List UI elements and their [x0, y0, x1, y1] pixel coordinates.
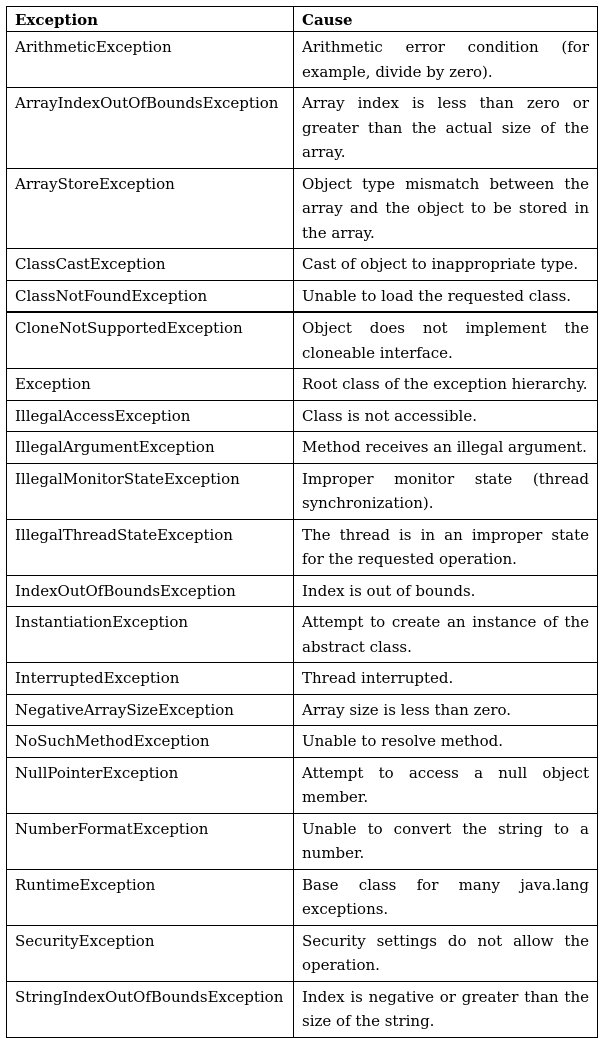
table-row: [7, 400, 598, 432]
exception-name: ArrayIndexOutOfBoundsException: [7, 88, 294, 169]
header-cause: Cause: [294, 7, 598, 32]
exception-name: ArrayStoreException: [7, 168, 294, 249]
table-row: [7, 757, 598, 813]
table-row: [7, 607, 598, 663]
exception-cause: Security settings do not allow the operation.: [294, 925, 598, 981]
table-row: [7, 168, 598, 249]
table-row: [7, 32, 598, 88]
exception-name: ClassCastException: [7, 249, 294, 281]
exception-name: IllegalThreadStateException: [7, 519, 294, 575]
exception-cause: Unable to resolve method.: [294, 726, 598, 758]
header-exception: Exception: [7, 7, 294, 32]
exception-name: NullPointerException: [7, 757, 294, 813]
table-row: [7, 519, 598, 575]
exception-cause: Method receives an illegal argument.: [294, 432, 598, 464]
exception-cause: Base class for many java.lang exceptions.: [294, 869, 598, 925]
exception-name: NoSuchMethodException: [7, 726, 294, 758]
exception-cause: Attempt to create an instance of the abstract class.: [294, 607, 598, 663]
table-row: [7, 813, 598, 869]
exception-name: IllegalArgumentException: [7, 432, 294, 464]
exception-name: NegativeArraySizeException: [7, 694, 294, 726]
exception-cause: Class is not accessible.: [294, 400, 598, 432]
exception-name: RuntimeException: [7, 869, 294, 925]
exception-cause-table: [6, 6, 598, 1038]
table-row: [7, 726, 598, 758]
exception-cause: Improper monitor state (thread synchronization).: [294, 463, 598, 519]
exception-name: SecurityException: [7, 925, 294, 981]
table-row: [7, 432, 598, 464]
table-row: [7, 249, 598, 281]
exception-cause: Array size is less than zero.: [294, 694, 598, 726]
exception-cause: Index is out of bounds.: [294, 575, 598, 607]
exception-name: ArithmeticException: [7, 32, 294, 88]
exception-cause: Arithmetic error condition (for example, divide by zero).: [294, 32, 598, 88]
table-row: [7, 694, 598, 726]
table-row: [7, 463, 598, 519]
header-row: [7, 7, 598, 32]
exception-name: Exception: [7, 369, 294, 401]
table-row: [7, 869, 598, 925]
exception-cause: Index is negative or greater than the size of the string.: [294, 981, 598, 1037]
exception-name: IllegalAccessException: [7, 400, 294, 432]
table-row: [7, 663, 598, 695]
table-row: [7, 312, 598, 369]
exception-name: InstantiationException: [7, 607, 294, 663]
exception-name: CloneNotSupportedException: [7, 312, 294, 369]
table-row: [7, 280, 598, 312]
exception-table-container: [6, 6, 597, 1038]
exception-cause: Object does not implement the cloneable interface.: [294, 312, 598, 369]
exception-cause: The thread is in an improper state for the requested operation.: [294, 519, 598, 575]
exception-cause: Array index is less than zero or greater than the actual size of the array.: [294, 88, 598, 169]
exception-name: InterruptedException: [7, 663, 294, 695]
exception-cause: Object type mismatch between the array and the object to be stored in the array.: [294, 168, 598, 249]
table-row: [7, 981, 598, 1037]
exception-cause: Unable to convert the string to a number.: [294, 813, 598, 869]
exception-name: IndexOutOfBoundsException: [7, 575, 294, 607]
exception-name: IllegalMonitorStateException: [7, 463, 294, 519]
exception-name: ClassNotFoundException: [7, 280, 294, 312]
exception-cause: Cast of object to inappropriate type.: [294, 249, 598, 281]
table-row: [7, 369, 598, 401]
exception-cause: Attempt to access a null object member.: [294, 757, 598, 813]
exception-cause: Thread interrupted.: [294, 663, 598, 695]
exception-cause: Root class of the exception hierarchy.: [294, 369, 598, 401]
table-row: [7, 925, 598, 981]
exception-name: NumberFormatException: [7, 813, 294, 869]
exception-cause: Unable to load the requested class.: [294, 280, 598, 312]
table-row: [7, 575, 598, 607]
exception-name: StringIndexOutOfBoundsException: [7, 981, 294, 1037]
table-row: [7, 88, 598, 169]
